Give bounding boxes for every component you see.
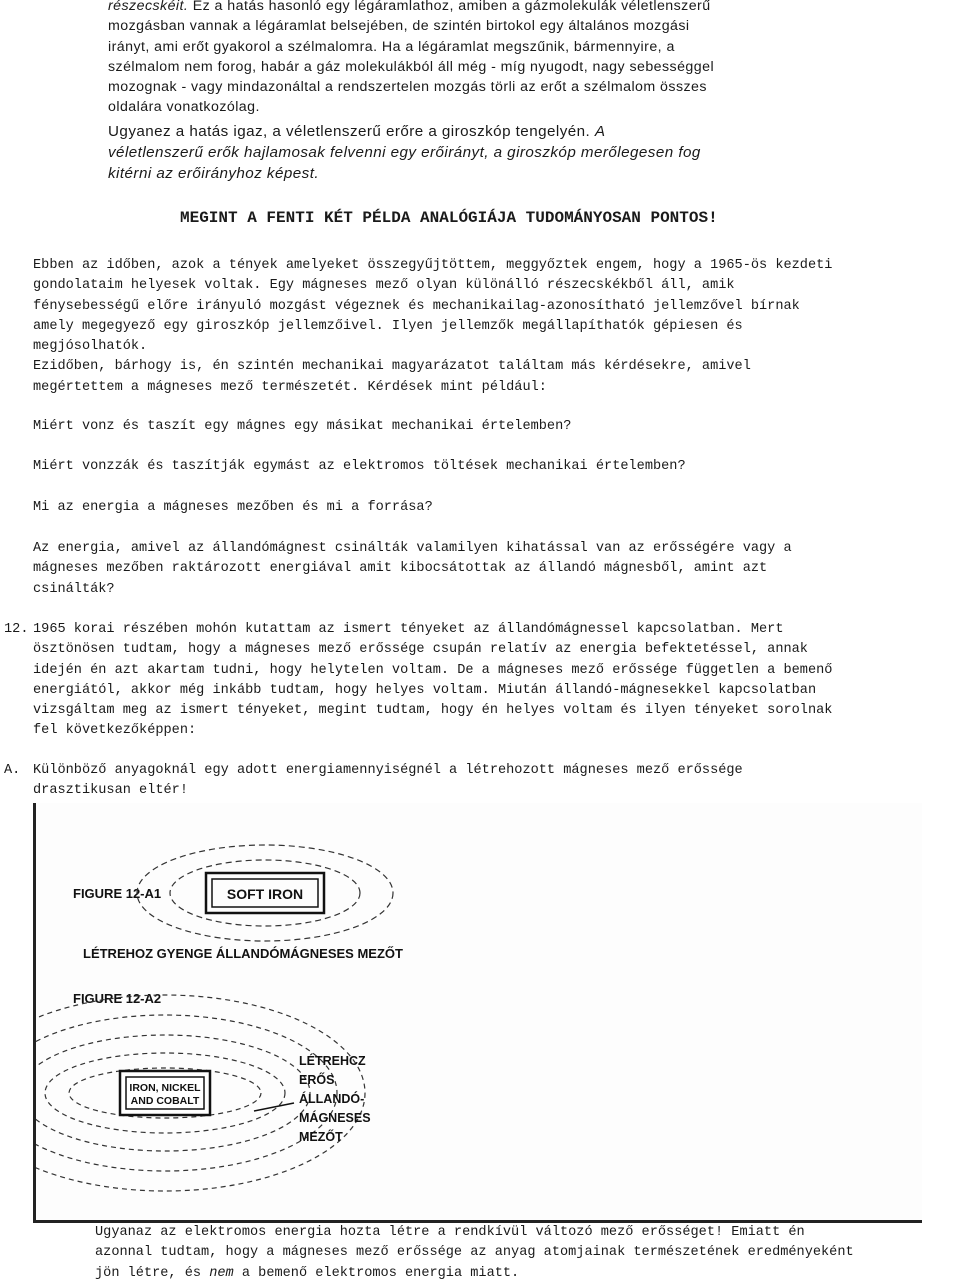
strong-caption-line-1: LÉTREHCZ: [299, 1054, 366, 1068]
strong-caption-line-4: MÁGNESES: [299, 1111, 371, 1125]
question-1: Miért vonz és taszít egy mágnes egy másikat mechanikai értelemben?: [33, 419, 572, 434]
closing-italic-word: nem: [209, 1265, 234, 1281]
intro-first-line: Ez a hatás hasonló egy légáramlathoz, amiben a gázmolekulák véletlenszerű: [188, 0, 711, 14]
strong-caption-line-2: ERŐS: [299, 1073, 335, 1087]
gyroscope-italic-rest: véletlenszerű erők hajlamosak felvenni egy erőirányt, a giroszkóp merőlegesen fog kitérni az erőirányhoz képest.: [108, 144, 701, 182]
energy-paragraph: Az energia, amivel az állandómágnest csinálták valamilyen kihatással van az erősségére vagy a mágneses mezőben raktározott energiával amit kibocsátottak az állandó mágnesből, amint azt csinálták?: [33, 541, 792, 597]
analogy-heading: MEGINT A FENTI KÉT PÉLDA ANALÓGIÁJA TUDOMÁNYOSAN PONTOS!: [180, 209, 718, 227]
cobalt-label: AND COBALT: [130, 1095, 200, 1107]
section-12-number: 12.: [4, 622, 29, 637]
intro-italic-word: részecskéit.: [108, 0, 189, 14]
item-a-label: A.: [4, 763, 21, 778]
strong-caption-line-3: ÁLLANDÓ-: [299, 1092, 365, 1106]
magnet-figure: [33, 803, 922, 1223]
section-12-text: 1965 korai részében mohón kutattam az ismert tényeket az állandómágnessel kapcsolatban. Mert ösztönösen tudtam, hogy a mágneses mező erőssége csupán relatív az energia befektetéssel, annak idején én azt akartam tudni, hogy helytelen voltam. De a mágneses mező erőssége független a bemenő energiától, akkor még inkább tudtam, hogy helyes voltam. Miután állandó-mágnesekkel kapcsolatban vizsgáltam meg az ismert tényeket, megint tudtam, hogy én helyes voltam és ilyen tényeket sorolnak fel következőképpen:: [33, 622, 833, 739]
gyroscope-italic-start: A: [594, 123, 606, 140]
iron-nickel-label: IRON, NICKEL: [129, 1082, 201, 1094]
intro-paragraph: [108, 0, 948, 118]
figure-12-a1-caption: LÉTREHOZ GYENGE ÁLLANDÓMÁGNESES MEZŐT: [83, 946, 403, 961]
question-3: Mi az energia a mágneses mezőben és mi a forrása?: [33, 500, 433, 515]
figure-12-a2-label: FIGURE 12-A2: [73, 991, 162, 1006]
figure-12-a1-label: FIGURE 12-A1: [73, 886, 162, 901]
gyroscope-paragraph: [108, 121, 948, 184]
closing-text-before: Ugyanaz az elektromos energia hozta létre a rendkívül változó mező erősséget! Emiatt én azonnal tudtam, hogy a mágneses mező erőssége az anyag atomjainak természetének eredményeként jön létre, és: [95, 1225, 854, 1281]
gyroscope-first-line: Ugyanez a hatás igaz, a véletlenszerű erőre a giroszkóp tengelyén.: [108, 123, 595, 140]
magnet-figure-drawing: [36, 803, 922, 1220]
soft-iron-label: SOFT IRON: [226, 886, 304, 902]
item-a-text: Különböző anyagoknál egy adott energiamennyiségnél a létrehozott mágneses mező erőssége drasztikusan eltér!: [33, 763, 743, 799]
closing-paragraph: [95, 1223, 957, 1284]
intro-rest: mozgásban vannak a légáramlat belsejében, de szintén birtokol egy általános mozgási irányt, ami erőt gyakorol a szélmalomra. Ha a légáramlat megszűnik, bármennyire, a szélmalom nem forog, habár a gáz molekulákból áll még - míg nyugodt, nagy sebességgel mozognak - vagy mindazonáltal a rendszertelen mozgás törli az erőt a szélmalom összes oldalára vonatkozólag.: [108, 18, 715, 116]
closing-text-after: a bemenő elektromos energia miatt.: [233, 1265, 520, 1281]
strong-caption-line-5: MEZŐT: [299, 1130, 343, 1144]
facts-paragraph: Ebben az időben, azok a tények amelyeket összegyűjtöttem, meggyőztek engem, hogy a 1965-ös kezdeti gondolataim helyesek voltak. Egy mágneses mező olyan különálló részecskékből áll, amik fénysebességű előre irányuló mozgást végeznek és mechanikailag-azonosítható jellemzővel bírnak amely megegyező egy giroszkóp jellemzőivel. Ilyen jellemzők megállapíthatók gépiesen és megjósolhatók. Ezidőben, bárhogy is, én szintén mechanikai magyarázatot találtam más kérdésekre, amivel megértettem a mágneses mező természetét. Kérdések mint például:: [33, 258, 833, 395]
question-2: Miért vonzzák és taszítják egymást az elektromos töltések mechanikai értelemben?: [33, 459, 686, 474]
